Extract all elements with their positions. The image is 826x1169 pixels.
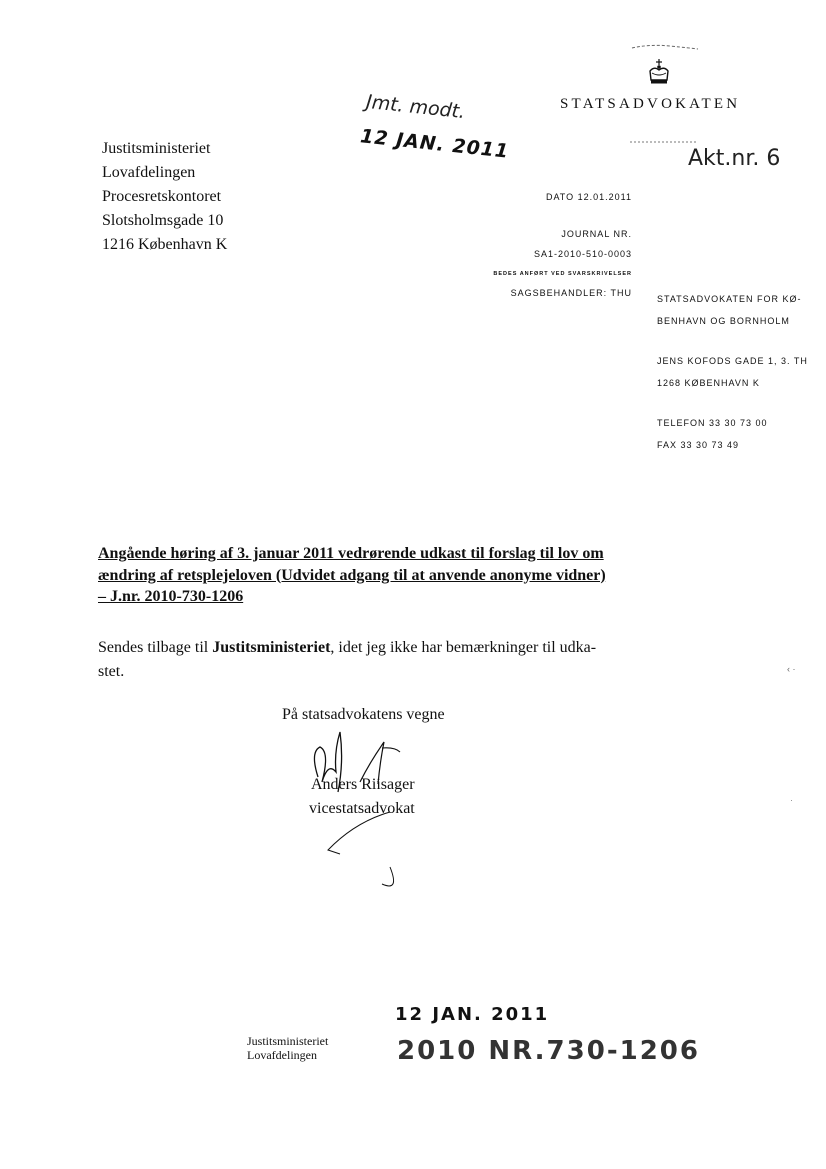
crown-icon [646, 58, 672, 86]
sender-phone: TELEFON 33 30 73 00 [657, 418, 768, 428]
bottom-stamp-org-line: Lovafdelingen [247, 1048, 317, 1062]
case-handler: SAGSBEHANDLER: THU [510, 288, 632, 298]
signatory-role: vicestatsadvokat [309, 800, 415, 817]
recipient-line: Slotsholmsgade 10 [102, 212, 224, 229]
sender-info [657, 288, 808, 456]
body-paragraph [98, 636, 638, 684]
letterhead-title: STATSADVOKATEN [560, 96, 741, 112]
sender-city: 1268 KØBENHAVN K [657, 378, 760, 388]
sender-name-line: STATSADVOKATEN FOR KØ- [657, 294, 802, 304]
sender-street: JENS KOFODS GADE 1, 3. TH [657, 356, 808, 366]
journal-number: SA1-2010-510-0003 [533, 249, 632, 259]
journal-cite-note: BEDES ANFØRT VED SVARSKRIVELSER [493, 271, 632, 277]
recipient-line: Justitsministeriet [102, 140, 211, 157]
header-underline-mark [628, 138, 698, 146]
subject-line: ændring af retsplejeloven (Udvidet adgang til at anvende anonyme vidner) [98, 566, 606, 584]
date-line: DATO 12.01.2011 [545, 192, 632, 202]
journal-label: JOURNAL NR. [561, 229, 632, 239]
recipient-line: Lovafdelingen [102, 164, 196, 181]
body-line: stet. [98, 663, 125, 680]
subject-heading [98, 543, 638, 608]
bottom-stamp-org-line: Justitsministeriet [247, 1034, 329, 1048]
received-date-stamp: 12 JAN. 2011 [359, 125, 511, 163]
on-behalf-line: På statsadvokatens vegne [282, 706, 445, 723]
body-recipient-bold: Justitsministeriet [212, 639, 331, 656]
body-lead: Sendes tilbage til [98, 639, 213, 656]
handwritten-received-note: Jmt. modt. [365, 90, 467, 124]
sender-name-line: BENHAVN OG BORNHOLM [657, 316, 790, 326]
subject-line: Angående høring af 3. januar 2011 vedrørende udkast til forslag til lov om [98, 545, 604, 562]
recipient-line: 1216 København K [102, 236, 228, 253]
bottom-stamp-date: 12 JAN. 2011 [395, 1004, 550, 1025]
scan-mark: · [790, 795, 793, 805]
handwritten-akt-nr: Akt.nr. 6 [688, 146, 781, 171]
sender-fax: FAX 33 30 73 49 [657, 440, 740, 450]
subject-line: – J.nr. 2010-730-1206 [98, 588, 244, 605]
body-rest: , idet jeg ikke har bemærkninger til udka- [330, 639, 597, 656]
bottom-stamp-number: 2010 NR.730-1206 [397, 1036, 700, 1066]
header-scan-mark [630, 40, 700, 52]
bottom-stamp-org [247, 1034, 328, 1062]
signatory-name: Anders Riisager [311, 776, 415, 793]
scan-mark: ‹ · [787, 664, 796, 674]
recipient-line: Procesretskontoret [102, 188, 222, 205]
recipient-address [102, 137, 227, 257]
